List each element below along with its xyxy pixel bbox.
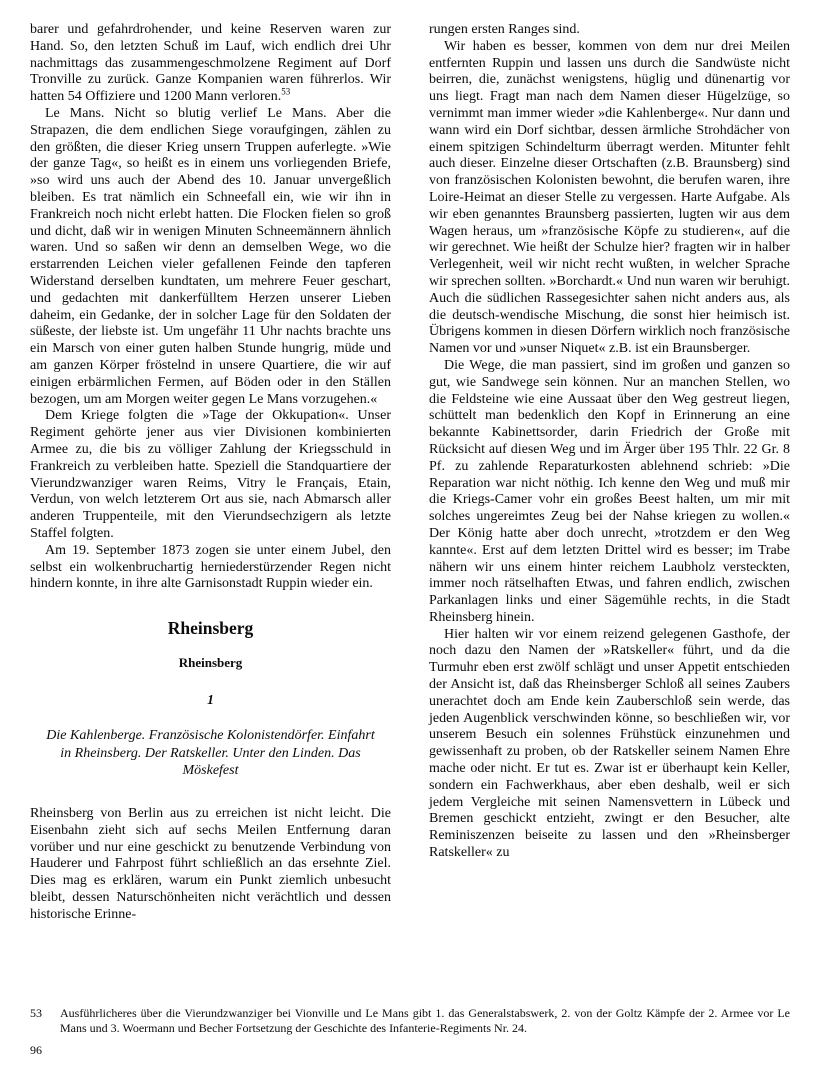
- right-column: [429, 22, 790, 924]
- paragraph-wege: Die Wege, die man passiert, sind im großen und ganzen so gut, wie Sandwege sein können. Nur an manchen Stellen, wo die Feldsteine wie eine Aussaat über den Weg gestreut liegen, schüttelt man bedenklich den Kopf in Erinnerung an eine bekannte Kabinettsorder, darin Friedrich der Große mit Rücksicht auf diesen Weg und im Ärger über 195 Thlr. 22 Gr. 8 Pf. zu zahlende Reparaturkosten ablehnend schrieb: »Die Reparation war nicht nöthig. Ich kenne den Weg und muß mir die Kriegs-Camer vohr ein großes Beest halten, um mir mit solches ungereimtes Zeug bei der Nahse kriegen zu wollen.« Der König hatte aber doch unrecht, »trotzdem er den Weg kannte«. Erst auf dem letzten Drittel wird es besser; im Trabe nähern wir uns einem hinter reichem Laubholz versteckten, immer noch rätselhaften Etwas, und fahren endlich, zwischen Parkanlagen links und einer Sägemühle rechts, in die Stadt Rheinsberg hinein.: [429, 357, 790, 625]
- paragraph-continuation: rungen ersten Ranges sind.: [429, 22, 580, 37]
- paragraph-continuation: [30, 22, 391, 106]
- chapter-title: Rheinsberg: [167, 618, 254, 639]
- text-columns: [30, 22, 790, 924]
- footnote-text: Ausführlicheres über die Vierundzwanziger bei Vionville und Le Mans gibt 1. das Generalstabswerk, 2. von der Goltz Kämpfe der 2. Armee vor Le Mans und 3. Woermann und Becher Fortsetzung der Geschichte des Infanterie-Regiments Nr. 24.: [60, 1006, 790, 1035]
- footnote: [30, 1006, 790, 1035]
- paragraph-anreise: Rheinsberg von Berlin aus zu erreichen ist nicht leicht. Die Eisenbahn zieht sich auf sechs Meilen Entfernung daran vorüber und nur eine geschickt zu benutzende Verbindung von Hauderer und Fahrpost führt schließlich an das ersehnte Ziel. Dies mag es erklären, warum ein Punkt ziemlich unbesucht bleibt, dessen Naturschönheiten nicht verächtlich und dessen historische Erinne-: [30, 805, 391, 922]
- footnote-reference[interactable]: 53: [281, 86, 291, 97]
- paragraph-ratskeller: Hier halten wir vor einem reizend gelegenen Gasthofe, der noch dazu den Namen der »Ratskeller« führt, und da die Turmuhr eben erst zwölf schlägt und unser Appetit entschieden der Ansicht ist, daß das Rheinsberger Schloß all seines Zaubers unerachtet doch am Ende kein Zauberschloß sein werde, das jeden Augenblick verschwinden könne, so beschließen wir, vor unserem Besuch ein solennes Frühstück einzunehmen und gewissenhaft zu proben, ob der Ratskeller seinem Namen Ehre mache oder nicht. Er tut es. Zwar ist er überhaupt kein Keller, sondern ein Fachwerkhaus, aber eben deshalb, weil er sich jedem Vergleiche mit seinen Namensvettern in Lübeck und Bremen geschickt entzieht, zwingt er den Besucher, alte Reminiszenzen beiseite zu lassen und den »Rheinsberger Ratskeller« zu: [429, 626, 790, 861]
- left-column: [30, 22, 391, 924]
- footnote-marker: 53: [30, 1006, 42, 1020]
- paragraph-rueckkehr: Am 19. September 1873 zogen sie unter einem Jubel, den selbst ein wolkenbruchartig herniederstürzender Regen nicht hindern konnte, in ihre alte Garnisonstadt Ruppin wieder ein.: [30, 542, 391, 592]
- section-number: 1: [207, 691, 214, 707]
- chapter-subtitle: Rheinsberg: [178, 655, 243, 671]
- paragraph-kahlenberge: Wir haben es besser, kommen von dem nur drei Meilen entfernten Ruppin und lassen uns durch die Sandwüste nicht beirren, die, zunächst wenigstens, hüglig und dünenartig vor uns liegt. Fragt man nach dem Namen dieser Hügelzüge, so vernimmt man immer wieder »die Kahlenberge«. Nur dann und wann wird ein Dorf sichtbar, dessen ärmliche Strohdächer von einem spitzigen Schindelturm überragt werden. Mitunter fehlt auch dieser. Einzelne dieser Ortschaften (z.B. Braunsberg) sind von französischen Kolonisten bewohnt, die berufen waren, ihre Loire-Heimat an dieser Stelle zu vergessen. Harte Aufgabe. Als wir eben genanntes Braunsberg passierten, lugten wir aus dem Wagen heraus, um »französische Köpfe zu studieren«, auf die wir gerechnet. Wie heißt der Schulze hier? fragten wir in halber Verlegenheit, weil wir nicht recht wußten, in welcher Sprache wir sprechen sollten. »Borchardt.« Und nun waren wir beruhigt. Auch die südlichen Rassegesichter sahen nicht anders aus, als die deutsch-wendische Mischung, die sonst hier heimisch ist. Übrigens kommen in diesen Dörfern wirklich noch französische Namen vor und »unser Niquet« z.B. ist ein Braunsberger.: [429, 38, 790, 357]
- paragraph-text: barer und gefahrdrohender, und keine Reserven waren zur Hand. So, den letzten Schuß im Lauf, wich endlich drei Uhr nachmittags das zusammengeschmolzene Regiment auf Dorf Tronville zu zurück. Ganze Kompanien waren führerlos. Wir hatten 54 Offiziere und 1200 Mann verloren.: [30, 22, 391, 105]
- page-number: 96: [30, 1043, 42, 1057]
- paragraph-okkupation: Dem Kriege folgten die »Tage der Okkupation«. Unser Regiment gehörte jener aus vier Divisionen kombinierten Armee zu, die bis zu völliger Zahlung der Kriegsschuld in Frankreich zu verbleiben hatte. Speziell die Standquartiere der Vierundzwanziger waren Reims, Vitry le Français, Etain, Verdun, von welch letzterem Ort aus sie, nach Abmarsch aller anderen Truppenteile, mit den Vierundsechzigern als letzte Staffel folgten.: [30, 408, 391, 541]
- section-headnote: Die Kahlenberge. Französische Kolonistendörfer. Einfahrt in Rheinsberg. Der Ratskeller. Unter den Linden. Das Möskefest: [46, 728, 375, 779]
- paragraph-le-mans: Le Mans. Nicht so blutig verlief Le Mans. Aber die Strapazen, die dem endlichen Siege voraufgingen, zählen zu den größten, die dieser Krieg unsern Truppen auferlegte. »Wie der ganze Tag«, so heißt es in einem uns vorliegenden Briefe, »so wird uns auch der Abend des 10. Januar unvergeßlich bleiben. Es trat nämlich ein Schneefall ein, wie wir ihn in Frankreich noch nicht erlebt hatten. Die Flocken fielen so groß und dicht, daß wir in wenigen Minuten Schneemännern ähnlich waren. Und so saßen wir denn an demselben Wege, wo die erstarrenden Leichen vieler gefallenen Feinde den tapferen Widerstand derselben kundtaten, um mehrere Feuer geschart, und gedachten mit dankerfülltem Herzen unserer Lieben daheim, ein Gedanke, der in solcher Lage für den Soldaten der süßeste, der liebste ist. Um ungefähr 11 Uhr nachts brachte uns ein Marsch von einer guten halben Stunde hungrig, müde und am ganzen Körper fröstelnd in unsere Quartiere, die wir auf einigen erbärmlichen Fermen, auf Böden oder in den Ställen bezogen, um am Morgen weiter gegen Le Mans vorzugehen.«: [30, 105, 391, 407]
